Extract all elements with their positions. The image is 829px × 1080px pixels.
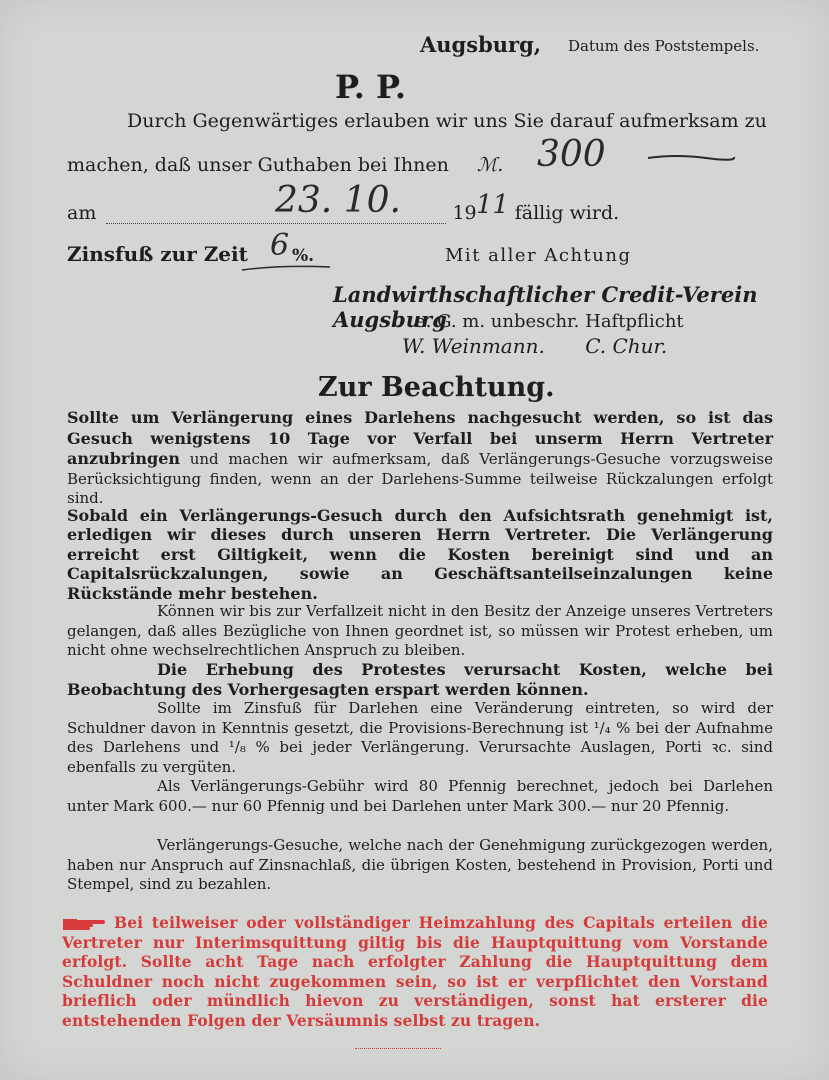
handwritten-date: 23. 10. bbox=[275, 180, 401, 221]
red-dotted-rule bbox=[355, 1048, 441, 1049]
interest-unit: %. bbox=[292, 246, 315, 266]
red-notice bbox=[62, 913, 768, 1030]
salutation: P. P. bbox=[335, 68, 406, 106]
signers bbox=[402, 334, 667, 358]
notice-paragraph-3: Können wir bis zur Verfallzeit nicht in den Besitz der Anzeige unseres Vertreters gelangen, daß alles Bezügliche von Ihnen geordnet ist, so müssen wir Protest erheben, um nicht ohne wechselrechtlichen Anspruch zu bleiben. bbox=[67, 602, 773, 660]
company-legal-form: e. G. m. unbeschr. Haftpflicht bbox=[415, 311, 684, 332]
handwritten-year: 11 bbox=[476, 190, 510, 220]
amount-dash-stroke bbox=[646, 152, 736, 164]
year-prefix: 19 bbox=[452, 202, 477, 224]
notice-paragraph-4: Die Erhebung des Protestes verursacht Kosten, welche bei Beobachtung des Vorhergesagten erspart werden können. bbox=[67, 660, 773, 699]
due-suffix: fällig wird. bbox=[514, 202, 620, 224]
date-prefix: am bbox=[67, 202, 97, 224]
header-city: Augsburg, bbox=[420, 32, 542, 57]
notice-title: Zur Beachtung. bbox=[318, 372, 555, 403]
notice-paragraph-5: Sollte im Zinsfuß für Darlehen eine Veränderung eintreten, so wird der Schuldner davon in Kenntnis gesetzt, die Provisions-Berechnung ist ¹/₄ % bei der Aufnahme des Darlehens und ¹/₈ % bei jeder Verlängerung. Verursachte Auslagen, Porti ꝛc. sind ebenfalls zu vergüten. bbox=[67, 699, 773, 776]
signer-1: W. Weinmann. bbox=[402, 334, 545, 358]
notice-p1-rest: und machen wir aufmerksam, daß Verlängerungs-Gesuche vorzugsweise Berücksichtigung finden, wenn an der Darlehens-Summe teilweise Rückzalungen erfolgt sind. bbox=[67, 450, 773, 508]
pointing-hand-icon bbox=[62, 916, 108, 932]
letter-line-2 bbox=[67, 154, 503, 176]
closing-greeting: Mit aller Achtung bbox=[445, 245, 632, 266]
date-dotted-line bbox=[106, 223, 446, 224]
signer-2: C. Chur. bbox=[585, 334, 668, 358]
handwritten-amount: 300 bbox=[537, 134, 606, 175]
notice-paragraph-6: Als Verlängerungs-Gebühr wird 80 Pfennig berechnet, jedoch bei Darlehen unter Mark 600.— nur 60 Pfennig und bei Darlehen unter Mark 300.— nur 20 Pfennig. bbox=[67, 777, 773, 815]
interest-label: Zinsfuß zur Zeit bbox=[67, 242, 248, 266]
handwritten-interest: 6 bbox=[270, 228, 290, 263]
interest-underline bbox=[240, 263, 332, 273]
interest-line bbox=[67, 242, 248, 266]
currency-mark: ℳ. bbox=[476, 154, 504, 176]
notice-p1-bold: Sollte um Verlängerung eines Darlehens nachgesucht werden, so ist das Gesuch wenigstens 10 Tage vor Verfall bei unserm Herrn Vertreter anzubringen bbox=[67, 408, 773, 469]
header-date-note: Datum des Poststempels. bbox=[568, 37, 760, 55]
company-name: Landwirthschaftlicher Credit-Verein Augsburg bbox=[333, 282, 758, 332]
letter-line-2-text: machen, daß unser Guthaben bei Ihnen bbox=[67, 154, 449, 176]
letter-line-1: Durch Gegenwärtiges erlauben wir uns Sie darauf aufmerksam zu bbox=[127, 110, 767, 132]
notice-paragraph-2: Sobald ein Verlängerungs-Gesuch durch den Aufsichtsrath genehmigt ist, erledigen wir dieses durch unseren Herrn Vertreter. Die Verlängerung erreicht erst Giltigkeit, wenn die Kosten bereinigt sind und an Capitalsrückzalungen, sowie an Geschäftsanteilseinzalungen keine Rückstände mehr bestehen. bbox=[67, 506, 773, 603]
red-notice-text: Bei teilweiser oder vollständiger Heimzahlung des Capitals erteilen die Vertreter nur Interimsquittung giltig bis die Hauptquittung vom Vorstande erfolgt. Sollte acht Tage nach erfolgter Zahlung die Hauptquittung dem Schuldner noch nicht zugekommen sein, so ist er verpflichtet den Vorstand brieflich oder mündlich hievon zu verständigen, sonst hat ersterer die entstehenden Folgen der Versäumnis selbst zu tragen. bbox=[62, 913, 768, 1030]
notice-paragraph-1 bbox=[67, 408, 773, 509]
notice-paragraph-7: Verlängerungs-Gesuche, welche nach der Genehmigung zurückgezogen werden, haben nur Anspruch auf Zinsnachlaß, die übrigen Kosten, bestehend in Provision, Porti und Stempel, sind zu bezahlen. bbox=[67, 836, 773, 894]
